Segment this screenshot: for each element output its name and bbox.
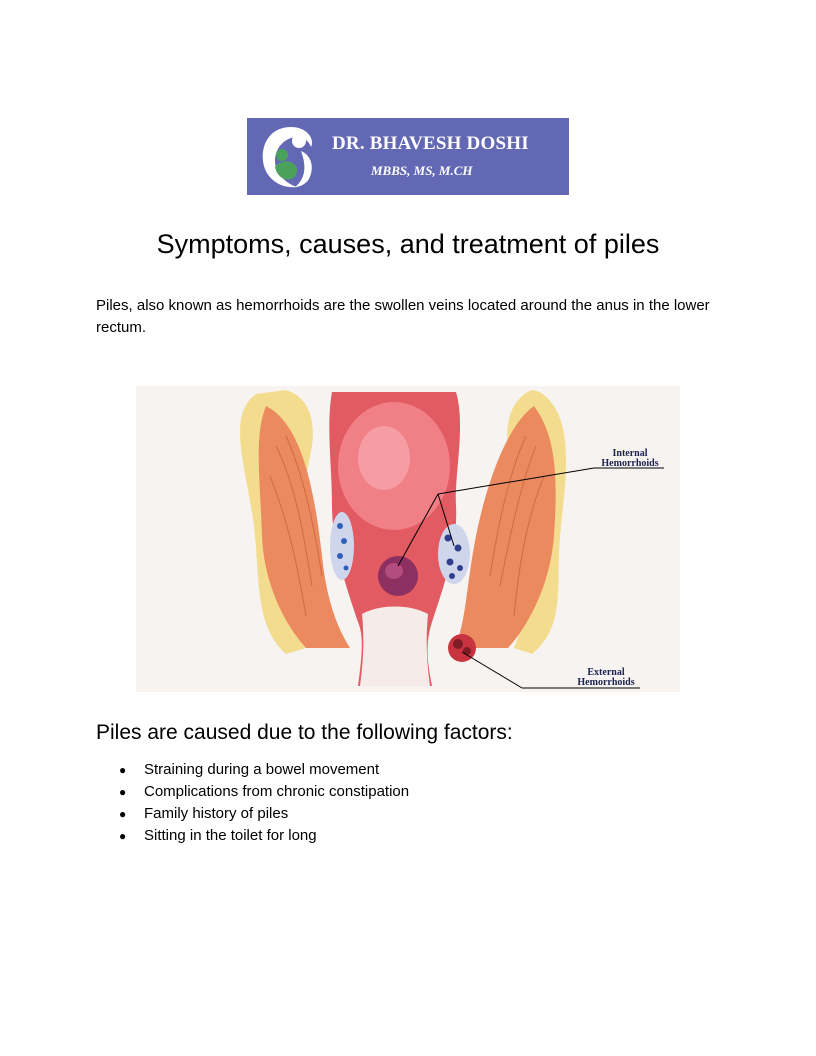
list-item: ● Sitting in the toilet for long: [96, 825, 409, 847]
causes-heading: Piles are caused due to the following factors:: [96, 721, 513, 744]
list-item: ● Complications from chronic constipation: [96, 781, 409, 803]
hemorrhoids-anatomy-illustration: [136, 386, 680, 692]
internal-hemorrhoids-label-line1: Internal: [612, 448, 648, 459]
external-hemorrhoids-label-line1: External: [587, 667, 625, 678]
doctor-logo-banner: [247, 118, 569, 195]
causes-list: [96, 759, 409, 847]
doctor-name: DR. BHAVESH DOSHI: [332, 133, 529, 154]
doctor-qualifications: MBBS, MS, M.CH: [371, 163, 473, 178]
list-item: ● Straining during a bowel movement: [96, 759, 409, 781]
intro-paragraph: Piles, also known as hemorrhoids are the swollen veins located around the anus in the lower rectum.: [96, 297, 710, 336]
list-item: ● Family history of piles: [96, 803, 409, 825]
page-title: Symptoms, causes, and treatment of piles: [156, 229, 660, 259]
external-hemorrhoids-label-line2: Hemorrhoids: [577, 677, 635, 688]
mother-and-child-icon: [255, 121, 327, 193]
internal-hemorrhoids-label-line2: Hemorrhoids: [601, 458, 659, 469]
